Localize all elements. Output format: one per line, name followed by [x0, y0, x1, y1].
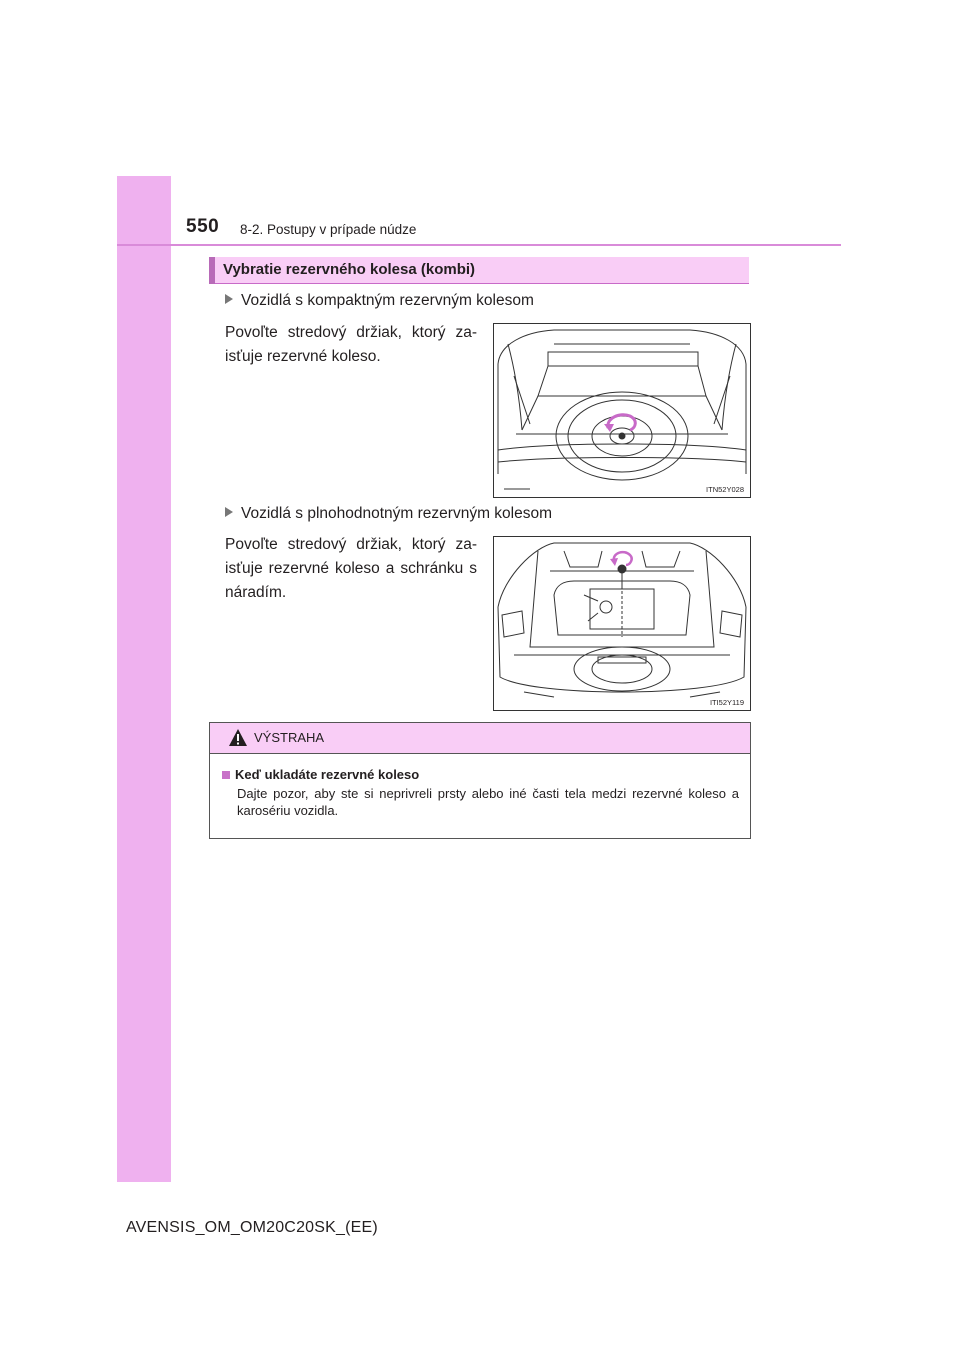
side-tab — [117, 176, 171, 1182]
variant-heading-compact — [225, 292, 534, 310]
warning-body: Dajte pozor, aby ste si neprivreli prsty alebo iné časti tela medzi rezervné koleso a karosériu vozidla. — [237, 786, 739, 818]
variant-label: Vozidlá s plnohodnotným rezervným kolesom — [241, 505, 553, 522]
section-title: Vybratie rezervného kolesa (kombi) — [223, 261, 476, 278]
warning-triangle-icon — [228, 728, 248, 747]
chapter-title: 8-2. Postupy v prípade núdze — [240, 222, 417, 237]
warning-label: VÝSTRAHA — [254, 730, 325, 745]
instruction-text-compact: Povoľte stredový držiak, ktorý za-isťuje rezervné koleso. — [225, 324, 477, 365]
fullsize-spare-illustration — [494, 537, 750, 710]
figure-fullsize-spare — [493, 536, 751, 711]
warning-subheading-text: Keď ukladáte rezervné koleso — [235, 767, 420, 782]
page-number: 550 — [186, 216, 220, 237]
figure-id-label: ITI52Y119 — [709, 698, 744, 707]
square-bullet-icon — [222, 771, 230, 779]
document-code: AVENSIS_OM_OM20C20SK_(EE) — [126, 1219, 378, 1236]
variant-label: Vozidlá s kompaktným rezervným kolesom — [241, 292, 534, 309]
triangle-bullet-icon — [225, 507, 233, 517]
variant-heading-fullsize — [225, 505, 552, 523]
section-heading-bar — [209, 257, 749, 284]
figure-compact-spare — [493, 323, 751, 498]
compact-spare-illustration — [494, 324, 750, 497]
warning-box — [209, 722, 751, 839]
section-accent — [209, 257, 215, 284]
warning-subheading — [222, 767, 419, 782]
warning-header — [210, 723, 750, 754]
figure-id-label: ITN52Y028 — [706, 485, 744, 494]
header-divider — [117, 244, 841, 246]
triangle-bullet-icon — [225, 294, 233, 304]
instruction-text-fullsize: Povoľte stredový držiak, ktorý za-isťuje rezervné koleso a schránku s náradím. — [225, 536, 477, 601]
